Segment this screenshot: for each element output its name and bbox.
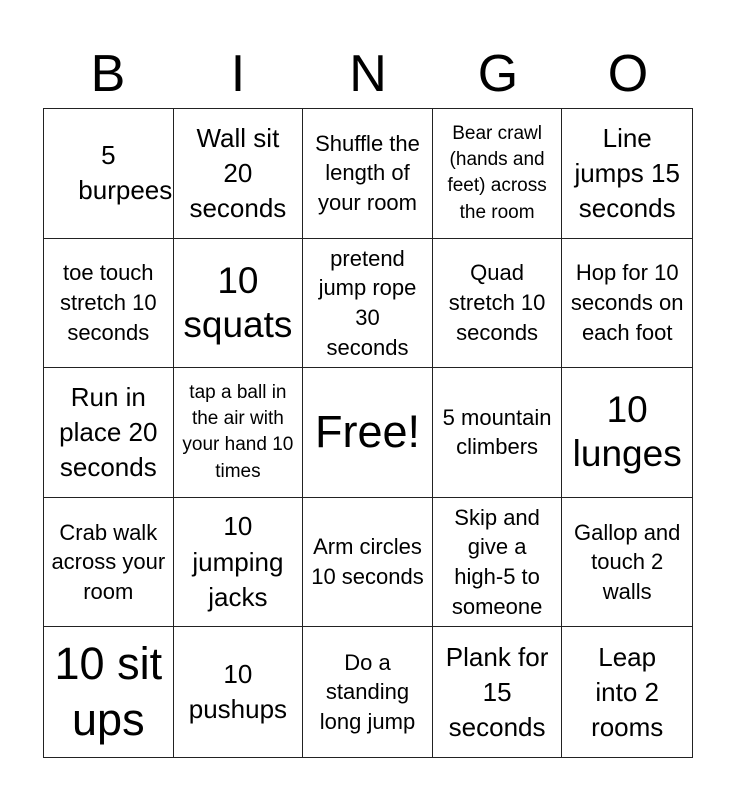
- cell-text: Crab walk across your room: [51, 519, 166, 604]
- cell-text: Arm circles 10 seconds: [311, 534, 424, 590]
- cell-text: toe touch stretch 10 seconds: [59, 260, 157, 345]
- cell-text: 5 mountain climbers: [442, 404, 552, 460]
- bingo-cell: [174, 627, 304, 757]
- bingo-cell: [44, 368, 174, 498]
- cell-text: Do a standing long jump: [319, 649, 416, 735]
- bingo-cell: [562, 239, 692, 369]
- bingo-cell: [303, 498, 433, 628]
- header-letter-o: O: [607, 45, 649, 103]
- bingo-cell: [303, 109, 433, 239]
- bingo-grid: [43, 108, 693, 758]
- cell-text: 10 squats: [183, 259, 293, 345]
- cell-text: Skip and give a high-5 to someone: [451, 504, 543, 619]
- bingo-cell: [433, 627, 563, 757]
- bingo-cell: [44, 239, 174, 369]
- bingo-cell: [44, 627, 174, 757]
- cell-text: 5 burpees: [78, 140, 173, 206]
- bingo-cell: [303, 368, 433, 498]
- header-letter-g: G: [477, 45, 519, 103]
- cell-text: Bear crawl (hands and feet) across the room: [447, 122, 547, 223]
- cell-text: Plank for 15 seconds: [445, 641, 549, 742]
- cell-text: 10 sit ups: [54, 637, 163, 746]
- bingo-cell: [174, 498, 304, 628]
- cell-text: Leap into 2 rooms: [591, 641, 664, 742]
- cell-text: Free!: [314, 406, 420, 458]
- cell-text: Line jumps 15 seconds: [574, 122, 680, 223]
- header-letter-b: B: [90, 45, 126, 103]
- bingo-cell: [562, 368, 692, 498]
- bingo-cell: [433, 368, 563, 498]
- cell-text: Quad stretch 10 seconds: [448, 260, 546, 345]
- bingo-cell: [562, 498, 692, 628]
- bingo-cell: [174, 239, 304, 369]
- bingo-cell: [433, 498, 563, 628]
- bingo-cell: [562, 627, 692, 757]
- bingo-cell: [174, 109, 304, 239]
- cell-text: Run in place 20 seconds: [59, 381, 158, 483]
- cell-text: tap a ball in the air with your hand 10 times: [182, 382, 294, 482]
- header-letter-i: I: [230, 45, 246, 103]
- bingo-header: [43, 40, 693, 108]
- bingo-cell: [174, 368, 304, 498]
- cell-text: pretend jump rope 30 seconds: [318, 245, 417, 360]
- header-letter-n: N: [349, 45, 387, 103]
- cell-text: Shuffle the length of your room: [315, 130, 420, 216]
- bingo-cell: [433, 109, 563, 239]
- bingo-cell: [303, 239, 433, 369]
- cell-text: 10 jumping jacks: [192, 511, 284, 612]
- bingo-cell: [303, 627, 433, 757]
- bingo-cell: [44, 109, 174, 239]
- cell-text: Gallop and touch 2 walls: [573, 519, 681, 604]
- cell-text: Hop for 10 seconds on each foot: [570, 260, 684, 345]
- cell-text: Wall sit 20 seconds: [189, 122, 287, 223]
- bingo-cell: [44, 498, 174, 628]
- cell-text: 10 lunges: [572, 389, 682, 475]
- cell-text: 10 pushups: [188, 659, 288, 725]
- bingo-cell: [562, 109, 692, 239]
- bingo-cell: [433, 239, 563, 369]
